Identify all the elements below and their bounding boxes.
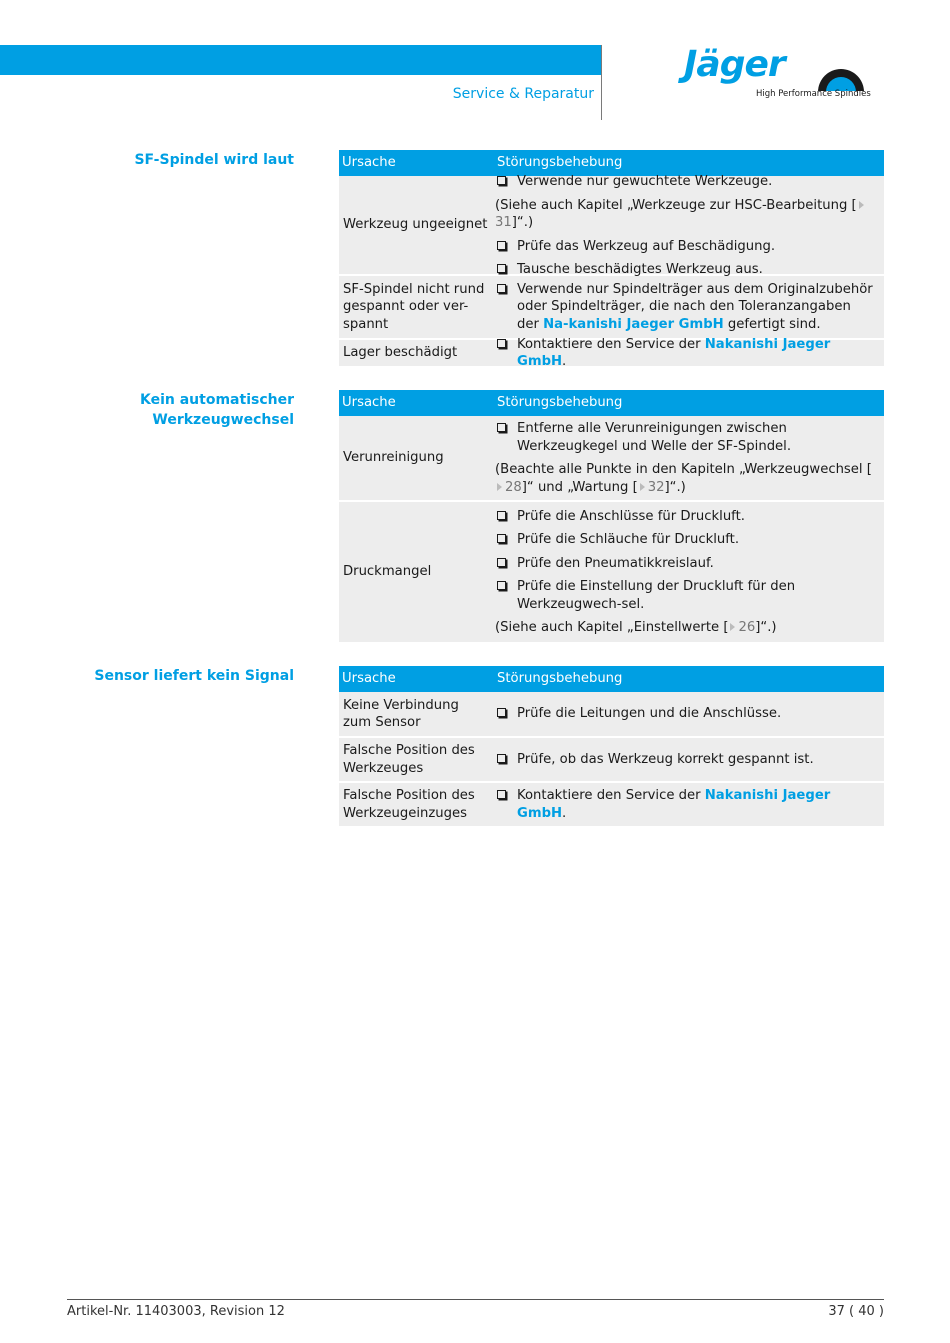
checkbox-bullet-icon	[497, 534, 506, 543]
reference-note: (Beachte alle Punkte in den Kapiteln „Werkzeugwechsel [28]“ und „Wartung [ 32]“.)	[495, 462, 872, 495]
checkbox-bullet-icon	[497, 790, 506, 799]
list-item: Prüfe die Schläuche für Druckluft.	[495, 531, 874, 549]
checkbox-bullet-icon	[497, 754, 506, 763]
checkbox-bullet-icon	[497, 241, 506, 250]
footer-article-number: Artikel-Nr. 11403003, Revision 12	[67, 1304, 285, 1319]
fix-cell	[495, 783, 884, 826]
cause-cell: Keine Verbindung zum Sensor	[343, 697, 459, 730]
list-item: Prüfe die Leitungen und die Anschlüsse.	[495, 705, 874, 723]
reference-arrow-icon	[859, 201, 864, 209]
table-row	[339, 416, 884, 500]
checkbox-bullet-icon	[497, 423, 506, 432]
table-header	[339, 150, 884, 176]
company-link[interactable]: Nakanishi Jaeger GmbH	[517, 336, 831, 369]
cause-cell: Verunreinigung	[343, 450, 444, 466]
page-reference-link[interactable]: 28	[505, 479, 522, 495]
list-item: Prüfe die Anschlüsse für Druckluft.	[495, 508, 874, 526]
fix-cell	[495, 416, 884, 500]
heading-line: Werkzeugwechsel	[152, 412, 294, 428]
company-link[interactable]: Nakanishi Jaeger GmbH	[517, 788, 831, 821]
list-item: Verwende nur gewuchtete Werkzeuge.	[495, 173, 874, 191]
heading-kein-werkzeugwechsel	[140, 390, 294, 430]
page-reference-link[interactable]: 32	[647, 479, 665, 495]
column-header-cause: Ursache	[342, 395, 396, 411]
column-header-fix: Störungsbehebung	[497, 671, 623, 687]
list-item: Tausche beschädigtes Werkzeug aus.	[495, 261, 874, 279]
table-row	[339, 336, 884, 369]
checkbox-bullet-icon	[497, 284, 506, 293]
cause-cell: Falsche Position des Werkzeuges	[343, 743, 475, 776]
checkbox-bullet-icon	[497, 581, 506, 590]
column-header-fix: Störungsbehebung	[497, 155, 623, 171]
page-reference-link[interactable]: 26	[738, 620, 756, 635]
footer-page-number: 37 ( 40 )	[828, 1304, 884, 1319]
fix-cell	[495, 692, 884, 736]
heading-line: Sensor liefert kein Signal	[94, 668, 294, 684]
checkbox-bullet-icon	[497, 176, 506, 185]
fix-cell	[495, 276, 884, 338]
troubleshooting-table-3	[339, 666, 884, 826]
company-link[interactable]: Na-kanishi Jaeger GmbH	[543, 316, 724, 332]
cause-cell: Druckmangel	[343, 564, 432, 580]
checkbox-bullet-icon	[497, 511, 506, 520]
fix-cell	[495, 502, 884, 642]
heading-sensor-kein-signal	[94, 666, 294, 686]
list-item: Kontaktiere den Service der Nakanishi Jaeger GmbH.	[495, 787, 874, 822]
checkbox-bullet-icon	[497, 558, 506, 567]
checkbox-bullet-icon	[497, 708, 506, 717]
fix-cell	[495, 738, 884, 781]
list-item: Prüfe die Einstellung der Druckluft für den Werkzeugwech-sel.	[495, 578, 874, 613]
cause-cell: SF-Spindel nicht rund gespannt oder ver-spannt	[343, 281, 485, 332]
logo-wordmark: Jäger	[684, 44, 785, 85]
reference-arrow-icon	[730, 623, 735, 631]
header-divider	[601, 45, 602, 120]
table-row	[339, 692, 884, 736]
reference-note: (Siehe auch Kapitel „Einstellwerte [ 26]“.)	[495, 620, 777, 635]
cause-cell: Lager beschädigt	[343, 345, 458, 361]
column-header-fix: Störungsbehebung	[497, 395, 623, 411]
fix-cell	[495, 336, 884, 369]
cause-cell: Falsche Position des Werkzeugeinzuges	[343, 788, 475, 821]
reference-note: (Siehe auch Kapitel „Werkzeuge zur HSC-Bearbeitung [31]“.)	[495, 197, 874, 232]
checkbox-bullet-icon	[497, 264, 506, 273]
list-item: Prüfe, ob das Werkzeug korrekt gespannt ist.	[495, 751, 874, 769]
column-header-cause: Ursache	[342, 671, 396, 687]
logo-tagline: High Performance Spindles	[756, 89, 871, 99]
heading-line: SF-Spindel wird laut	[134, 152, 294, 168]
table-header	[339, 390, 884, 416]
table-row	[339, 736, 884, 781]
reference-arrow-icon	[497, 483, 502, 491]
table-row	[339, 500, 884, 642]
checkbox-bullet-icon	[497, 339, 506, 348]
table-row	[339, 274, 884, 338]
troubleshooting-table-2	[339, 390, 884, 642]
list-item: Entferne alle Verunreinigungen zwischen Werkzeugkegel und Welle der SF-Spindel.	[495, 420, 874, 455]
page-reference-link[interactable]: 31	[495, 215, 512, 231]
list-item: Kontaktiere den Service der Nakanishi Jaeger GmbH.	[495, 336, 874, 371]
heading-sf-spindel-laut	[134, 150, 294, 170]
footer-divider	[67, 1299, 884, 1300]
company-logo[interactable]	[684, 44, 874, 104]
troubleshooting-table-1	[339, 150, 884, 369]
heading-line: Kein automatischer	[140, 392, 294, 408]
column-header-cause: Ursache	[342, 155, 396, 171]
list-item: Verwende nur Spindelträger aus dem Originalzubehör oder Spindelträger, die nach den Toleranzangaben der Na-kanishi Jaeger GmbH gefertigt sind.	[495, 281, 874, 334]
header-bar	[0, 45, 602, 75]
list-item: Prüfe das Werkzeug auf Beschädigung.	[495, 238, 874, 256]
table-header	[339, 666, 884, 692]
table-row	[339, 174, 884, 278]
table-row	[339, 781, 884, 826]
cause-cell: Werkzeug ungeeignet	[343, 217, 488, 233]
list-item: Prüfe den Pneumatikkreislauf.	[495, 555, 874, 573]
fix-cell	[495, 174, 884, 278]
section-label: Service & Reparatur	[452, 86, 594, 102]
reference-arrow-icon	[640, 483, 645, 491]
